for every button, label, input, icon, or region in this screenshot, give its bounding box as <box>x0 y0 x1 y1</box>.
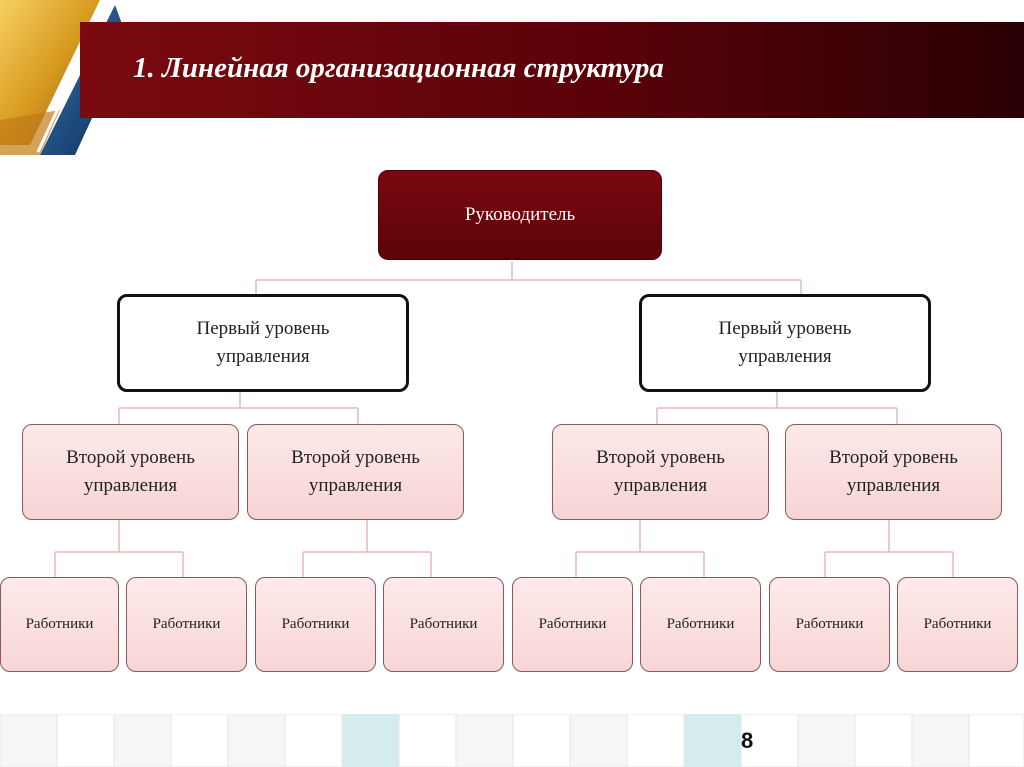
workers-box <box>897 577 1018 672</box>
org-root-box <box>378 170 662 260</box>
workers-box <box>126 577 247 672</box>
slide-title: 1. Линейная организационная структура <box>133 52 664 84</box>
level2-box <box>785 424 1002 520</box>
workers-label: Работники <box>538 616 607 632</box>
workers-box <box>0 577 119 672</box>
workers-box <box>769 577 890 672</box>
level1-box <box>117 294 409 392</box>
workers-box <box>383 577 504 672</box>
workers-box <box>640 577 761 672</box>
workers-label: Работники <box>281 616 350 632</box>
level2-box <box>247 424 464 520</box>
workers-label: Работники <box>152 616 221 632</box>
workers-box <box>255 577 376 672</box>
workers-label: Работники <box>409 616 478 632</box>
workers-label: Работники <box>795 616 864 632</box>
level2-box <box>22 424 239 520</box>
level2-box <box>552 424 769 520</box>
page-number: 8 <box>741 728 754 753</box>
workers-box <box>512 577 633 672</box>
level1-label: Первый уровень управления <box>718 318 852 367</box>
footer-grid <box>0 714 1024 767</box>
level1-label: Первый уровень управления <box>196 318 330 367</box>
level1-box <box>639 294 931 392</box>
level2-label: Второй уровень управления <box>829 447 958 496</box>
workers-label: Работники <box>923 616 992 632</box>
level2-label: Второй уровень управления <box>596 447 725 496</box>
workers-label: Работники <box>25 616 94 632</box>
level2-label: Второй уровень управления <box>66 447 195 496</box>
workers-label: Работники <box>666 616 735 632</box>
org-root-label: Руководитель <box>464 204 576 225</box>
level2-label: Второй уровень управления <box>291 447 420 496</box>
